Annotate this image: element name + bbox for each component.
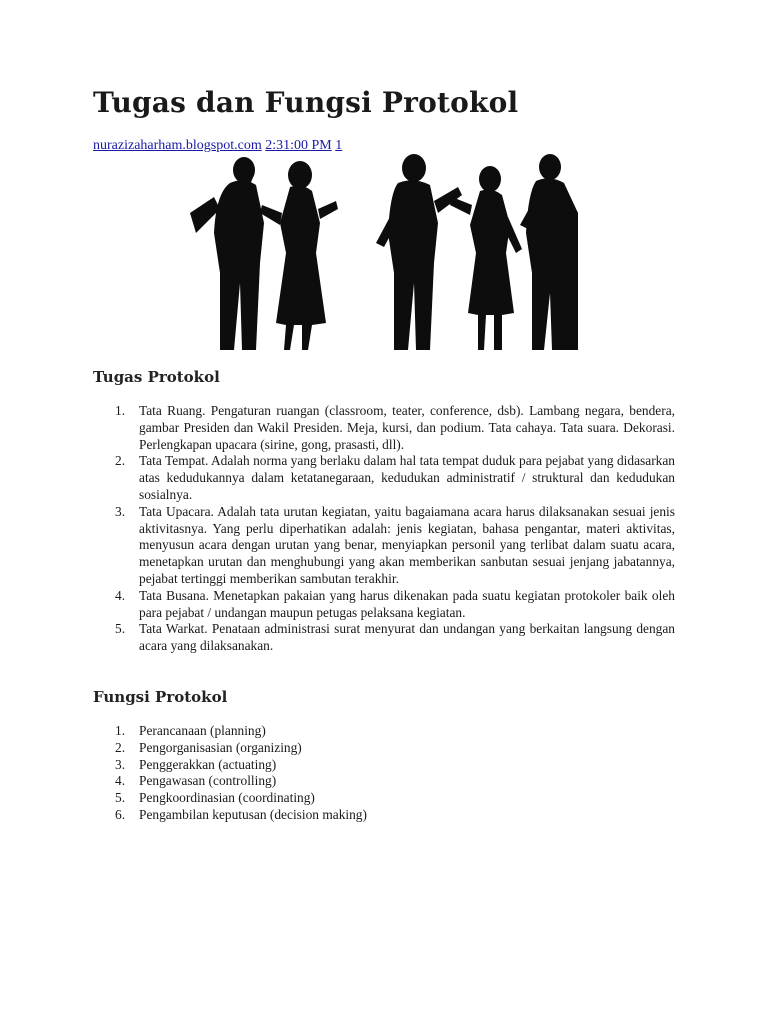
list-text: Perancanaan (planning) [139,723,266,738]
list-text: Tata Ruang. Pengaturan ruangan (classroom, teater, conference, dsb). Lambang negara, bendera, gambar Presiden dan Wakil Presiden. Meja, kursi, dan podium. Tata cahaya. Tata suara. Dekorasi. Perlengkapan upacara (sirine, gong, prasasti, dll). [139,403,675,452]
tugas-list [93,403,675,655]
people-silhouettes-image [190,153,578,350]
list-text: Tata Upacara. Adalah tata urutan kegiatan, yaitu bagaiamana acara harus dilaksanakan sesuai jenis aktivitasnya. Yang perlu diperhatikan adalah: jenis kegiatan, bahasa pengantar, materi aktivitas, menyusun acara dengan urutan yang benar, menyiapkan personil yang terlibat dalam suatu acara, menetapkan urutan dan menghubungi yang akan memberikan sanbutan sesuai jenjang jabatannya, pejabat tertinggi memberikan sambutan terakhir. [139,503,675,586]
list-number: 5. [115,790,126,806]
list-number: 5. [115,621,126,637]
fungsi-list [93,723,675,824]
page-title: Tugas dan Fungsi Protokol [93,86,519,119]
list-item [93,588,675,622]
list-item [93,453,675,503]
list-text: Penggerakkan (actuating) [139,756,277,772]
list-item [93,403,675,453]
timestamp-link[interactable]: 2:31:00 PM [265,138,332,153]
list-text: Pengawasan (controlling) [139,773,277,789]
list-number: 1. [115,723,126,738]
list-item [93,757,675,774]
list-number: 6. [115,806,126,822]
section-heading-fungsi: Fungsi Protokol [93,688,228,706]
list-item [93,621,675,655]
list-item [93,723,675,740]
list-number: 3. [115,503,126,519]
list-item [93,740,675,757]
comments-link[interactable]: 1 [335,138,343,153]
list-item [93,790,675,807]
list-number: 4. [115,773,126,789]
section-heading-tugas: Tugas Protokol [93,368,220,386]
list-number: 4. [115,587,126,603]
list-number: 2. [115,453,126,469]
list-text: Pengorganisasian (organizing) [139,739,302,755]
list-text: Pengambilan keputusan (decision making) [139,806,367,822]
list-item [93,504,675,588]
list-number: 2. [115,739,126,755]
list-number: 1. [115,403,126,418]
list-text: Tata Tempat. Adalah norma yang berlaku dalam hal tata tempat duduk para pejabat yang didasarkan atas kedudukannya dalam ketatanegaraan, kedudukan administratif / struktural dan kedudukan sosialnya. [139,453,675,502]
post-meta [93,138,342,154]
list-text: Pengkoordinasian (coordinating) [139,790,315,806]
list-item [93,807,675,824]
author-link[interactable]: nurazizaharham.blogspot.com [93,138,262,153]
list-item [93,773,675,790]
list-text: Tata Busana. Menetapkan pakaian yang harus dikenakan pada suatu kegiatan protokoler baik oleh para pejabat / undangan maupun petugas pelaksana kegiatan. [139,587,675,620]
list-text: Tata Warkat. Penataan administrasi surat menyurat dan undangan yang berkaitan langsung dengan acara yang dilaksanakan. [139,621,675,654]
list-number: 3. [115,756,126,772]
